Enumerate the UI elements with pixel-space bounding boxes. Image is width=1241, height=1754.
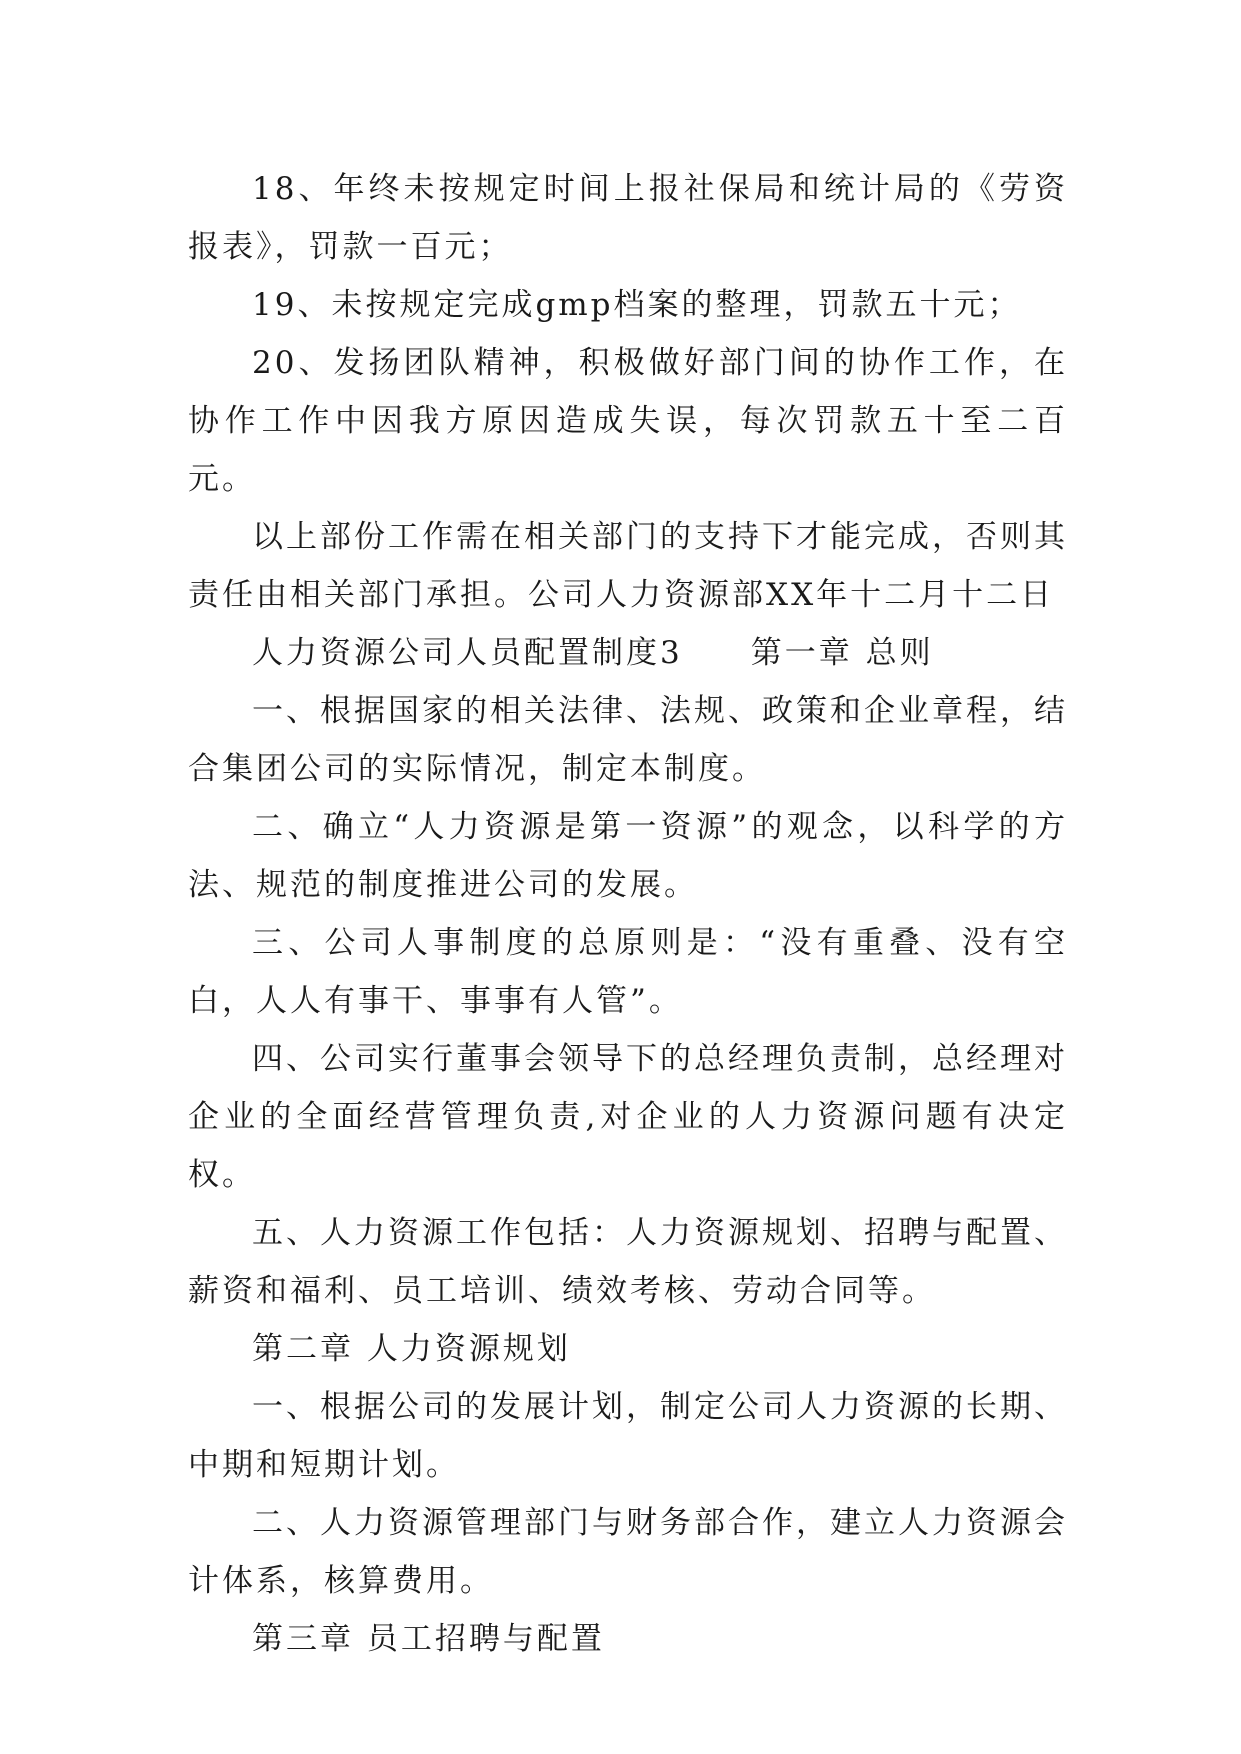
paragraph-ch1-item-4: 四、公司实行董事会领导下的总经理负责制，总经理对企业的全面经营管理负责,对企业的人力资源问题有决定权。	[188, 1041, 1068, 1193]
paragraph-ch1-item-5: 五、人力资源工作包括：人力资源规划、招聘与配置、薪资和福利、员工培训、绩效考核、劳动合同等。	[188, 1215, 1068, 1309]
document-body	[188, 160, 1068, 1668]
paragraph-ch1-item-3: 三、公司人事制度的总原则是：“没有重叠、没有空白，人人有事干、事事有人管”。	[188, 925, 1068, 1019]
paragraph-20-team-spirit: 20、发扬团队精神，积极做好部门间的协作工作，在协作工作中因我方原因造成失误，每次罚款五十至二百元。	[188, 345, 1068, 497]
chapter-3-heading: 第三章 员工招聘与配置	[252, 1621, 605, 1657]
paragraph-19-gmp-archive: 19、未按规定完成gmp档案的整理，罚款五十元；	[252, 287, 1022, 323]
paragraph-responsibility-note: 以上部份工作需在相关部门的支持下才能完成，否则其责任由相关部门承担。公司人力资源部XX年十二月十二日	[188, 519, 1068, 613]
section-heading-chapter-1: 人力资源公司人员配置制度3 第一章 总则	[252, 635, 934, 671]
paragraph-ch2-item-2: 二、人力资源管理部门与财务部合作，建立人力资源会计体系，核算费用。	[188, 1505, 1068, 1599]
paragraph-ch1-item-1: 一、根据国家的相关法律、法规、政策和企业章程，结合集团公司的实际情况，制定本制度。	[188, 693, 1068, 787]
chapter-2-heading: 第二章 人力资源规划	[252, 1331, 571, 1367]
paragraph-18-labor-report: 18、年终未按规定时间上报社保局和统计局的《劳资报表》，罚款一百元；	[188, 171, 1068, 265]
paragraph-ch1-item-2: 二、确立“人力资源是第一资源”的观念，以科学的方法、规范的制度推进公司的发展。	[188, 809, 1068, 903]
paragraph-ch2-item-1: 一、根据公司的发展计划，制定公司人力资源的长期、中期和短期计划。	[188, 1389, 1068, 1483]
